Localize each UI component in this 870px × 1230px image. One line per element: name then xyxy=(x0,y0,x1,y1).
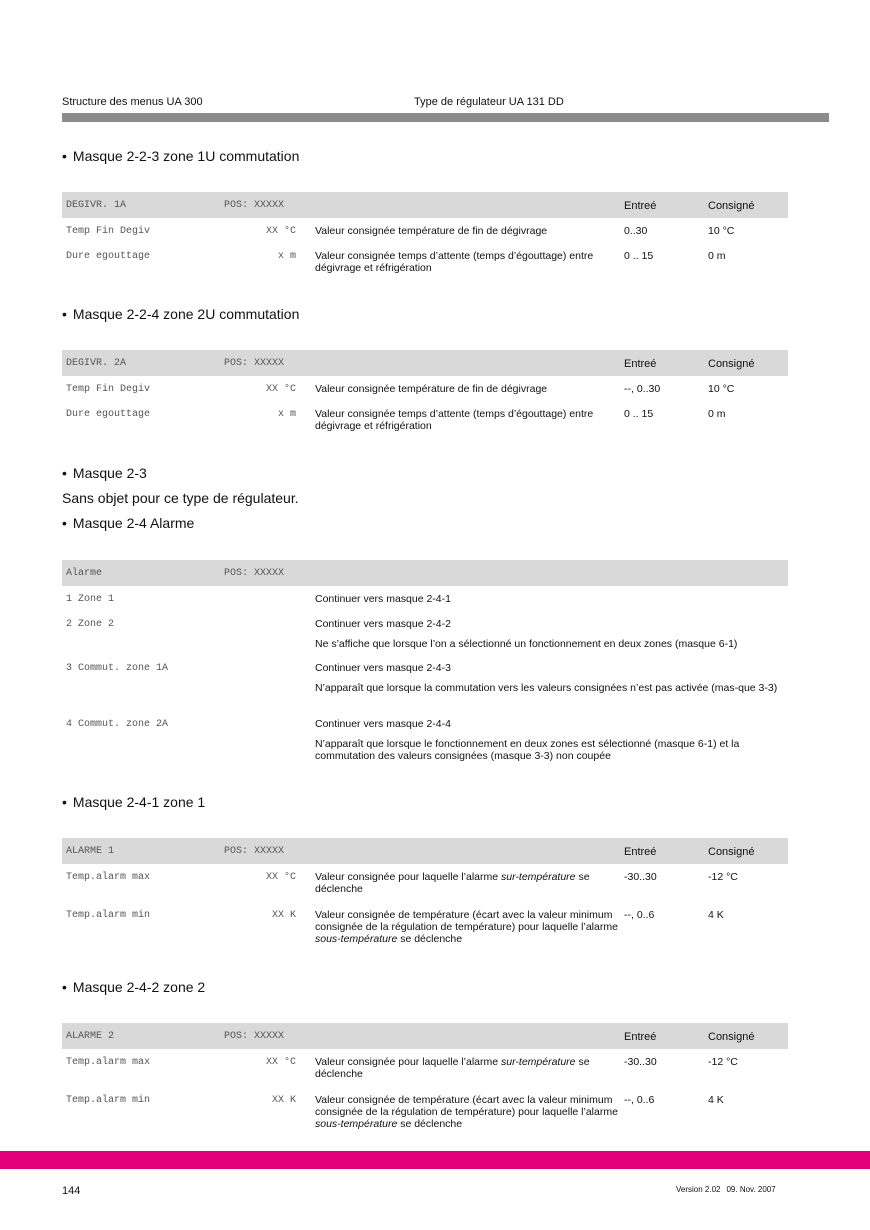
param-entree: 0 .. 15 xyxy=(624,250,654,262)
param-consigne: -12 °C xyxy=(708,1056,738,1068)
param-name: 1 Zone 1 xyxy=(66,594,115,605)
table-row xyxy=(62,655,788,711)
param-note: N’apparaît que lorsque la commutation vers les valeurs consignées n’est pas activée (mas-que 3-3) xyxy=(315,682,778,694)
desc-emphasis: sous-température xyxy=(315,933,398,945)
table-row xyxy=(62,1049,788,1087)
desc-text: Valeur consignée pour laquelle l’alarme xyxy=(315,1056,502,1068)
col-entree: Entreé xyxy=(624,846,657,858)
parameter-table xyxy=(62,350,788,441)
param-name: 4 Commut. zone 2A xyxy=(66,719,169,730)
table-row xyxy=(62,611,788,655)
param-desc: Continuer vers masque 2-4-2 xyxy=(315,618,451,630)
desc-text: se déclenche xyxy=(315,1056,590,1080)
version-date: 09. Nov. 2007 xyxy=(726,1185,776,1194)
param-desc: Valeur consignée température de fin de dégivrage xyxy=(315,383,548,395)
parameter-table xyxy=(62,560,788,767)
param-desc-block xyxy=(315,662,785,694)
param-name: Dure egouttage xyxy=(66,409,151,420)
parameter-table xyxy=(62,838,788,954)
menu-name: Alarme xyxy=(66,568,103,579)
param-name: Temp Fin Degiv xyxy=(66,384,151,395)
param-unit: XX K xyxy=(271,910,296,921)
param-desc xyxy=(315,1094,620,1130)
menu-name: DEGIVR. 2A xyxy=(66,358,127,369)
version-label: Version 2.02 xyxy=(676,1185,721,1194)
desc-text: se déclenche xyxy=(315,871,590,895)
header-rule xyxy=(62,113,829,122)
param-desc-block xyxy=(315,618,785,650)
param-consigne: 0 m xyxy=(708,408,726,420)
menu-pos: POS: XXXXX xyxy=(224,568,285,579)
desc-emphasis: sur-température xyxy=(501,1056,576,1068)
col-consigne: Consigné xyxy=(708,358,755,370)
menu-pos: POS: XXXXX xyxy=(224,1031,285,1042)
footer-bar xyxy=(0,1151,870,1169)
menu-name: ALARME 1 xyxy=(66,846,115,857)
param-name: Dure egouttage xyxy=(66,251,151,262)
param-unit: x m xyxy=(277,409,296,420)
parameter-table xyxy=(62,1023,788,1139)
table-header xyxy=(62,1023,788,1049)
param-desc xyxy=(315,871,620,895)
table-header xyxy=(62,560,788,586)
param-entree: --, 0..30 xyxy=(624,383,661,395)
parameter-table xyxy=(62,192,788,283)
col-entree: Entreé xyxy=(624,200,657,212)
table-row xyxy=(62,864,788,902)
table-row xyxy=(62,376,788,401)
page-number: 144 xyxy=(62,1185,81,1197)
param-entree: -30..30 xyxy=(624,1056,657,1068)
table-row xyxy=(62,401,788,441)
param-consigne: 4 K xyxy=(708,909,724,921)
param-desc xyxy=(315,909,620,945)
header-center: Type de régulateur UA 131 DD xyxy=(414,96,564,108)
param-name: Temp.alarm max xyxy=(66,872,151,883)
desc-text: se déclenche xyxy=(397,1118,463,1130)
param-consigne: 4 K xyxy=(708,1094,724,1106)
param-name: Temp.alarm min xyxy=(66,910,151,921)
table-row xyxy=(62,586,788,611)
param-entree: 0..30 xyxy=(624,225,648,237)
param-desc: Continuer vers masque 2-4-1 xyxy=(315,593,451,605)
param-unit: XX °C xyxy=(265,1057,296,1068)
param-name: 3 Commut. zone 1A xyxy=(66,663,169,674)
param-note: N’apparaît que lorsque le fonctionnement en deux zones est sélectionné (masque 6-1) et la commutation des valeurs consignées (masque 3-3) non coupée xyxy=(315,738,740,762)
table-row xyxy=(62,1087,788,1139)
col-consigne: Consigné xyxy=(708,846,755,858)
param-unit: x m xyxy=(277,251,296,262)
param-consigne: 0 m xyxy=(708,250,726,262)
table-row xyxy=(62,218,788,243)
desc-text: se déclenche xyxy=(397,933,463,945)
param-desc: Continuer vers masque 2-4-4 xyxy=(315,718,451,730)
desc-emphasis: sur-température xyxy=(501,871,576,883)
header-left: Structure des menus UA 300 xyxy=(62,96,203,108)
section-title: • Masque 2-4-2 zone 2 xyxy=(62,979,205,995)
param-desc: Valeur consignée temps d’attente (temps d’égouttage) entre dégivrage et réfrigération xyxy=(315,408,594,432)
col-consigne: Consigné xyxy=(708,1031,755,1043)
section-title: • Masque 2-3 xyxy=(62,465,147,481)
table-header xyxy=(62,838,788,864)
param-note: Ne s’affiche que lorsque l’on a sélectionné un fonctionnement en deux zones (masque 6-1) xyxy=(315,638,738,650)
param-desc: Valeur consignée temps d’attente (temps d’égouttage) entre dégivrage et réfrigération xyxy=(315,250,594,274)
section-title: • Masque 2-4-1 zone 1 xyxy=(62,794,205,810)
param-desc-block xyxy=(315,718,785,762)
param-desc: Valeur consignée température de fin de dégivrage xyxy=(315,225,548,237)
param-name: Temp.alarm min xyxy=(66,1095,151,1106)
section-title: • Masque 2-2-3 zone 1U commutation xyxy=(62,148,299,164)
param-consigne: 10 °C xyxy=(708,383,735,395)
param-unit: XX K xyxy=(271,1095,296,1106)
param-entree: --, 0..6 xyxy=(624,1094,655,1106)
menu-name: ALARME 2 xyxy=(66,1031,115,1042)
param-unit: XX °C xyxy=(265,872,296,883)
menu-name: DEGIVR. 1A xyxy=(66,200,127,211)
col-consigne: Consigné xyxy=(708,200,755,212)
col-entree: Entreé xyxy=(624,1031,657,1043)
table-header xyxy=(62,192,788,218)
param-name: 2 Zone 2 xyxy=(66,619,115,630)
col-entree: Entreé xyxy=(624,358,657,370)
param-entree: 0 .. 15 xyxy=(624,408,654,420)
param-consigne: 10 °C xyxy=(708,225,735,237)
param-desc xyxy=(315,1056,620,1080)
desc-text: Valeur consignée pour laquelle l’alarme xyxy=(315,871,502,883)
menu-pos: POS: XXXXX xyxy=(224,846,285,857)
section-title: • Masque 2-4 Alarme xyxy=(62,515,194,531)
table-header xyxy=(62,350,788,376)
param-name: Temp.alarm max xyxy=(66,1057,151,1068)
version-info xyxy=(676,1185,776,1194)
menu-pos: POS: XXXXX xyxy=(224,358,285,369)
param-unit: XX °C xyxy=(265,226,296,237)
param-entree: -30..30 xyxy=(624,871,657,883)
param-desc: Continuer vers masque 2-4-3 xyxy=(315,662,451,674)
table-row xyxy=(62,902,788,954)
table-row xyxy=(62,711,788,767)
param-unit: XX °C xyxy=(265,384,296,395)
table-row xyxy=(62,243,788,283)
param-name: Temp Fin Degiv xyxy=(66,226,151,237)
param-consigne: -12 °C xyxy=(708,871,738,883)
menu-pos: POS: XXXXX xyxy=(224,200,285,211)
desc-text: Valeur consignée de température (écart avec la valeur minimum consignée de la régulation de température) pour laquelle l’alarme xyxy=(315,1094,618,1118)
body-text: Sans objet pour ce type de régulateur. xyxy=(62,490,299,506)
desc-text: Valeur consignée de température (écart avec la valeur minimum consignée de la régulation de température) pour laquelle l’alarme xyxy=(315,909,618,933)
param-entree: --, 0..6 xyxy=(624,909,655,921)
section-title: • Masque 2-2-4 zone 2U commutation xyxy=(62,306,299,322)
desc-emphasis: sous-température xyxy=(315,1118,398,1130)
